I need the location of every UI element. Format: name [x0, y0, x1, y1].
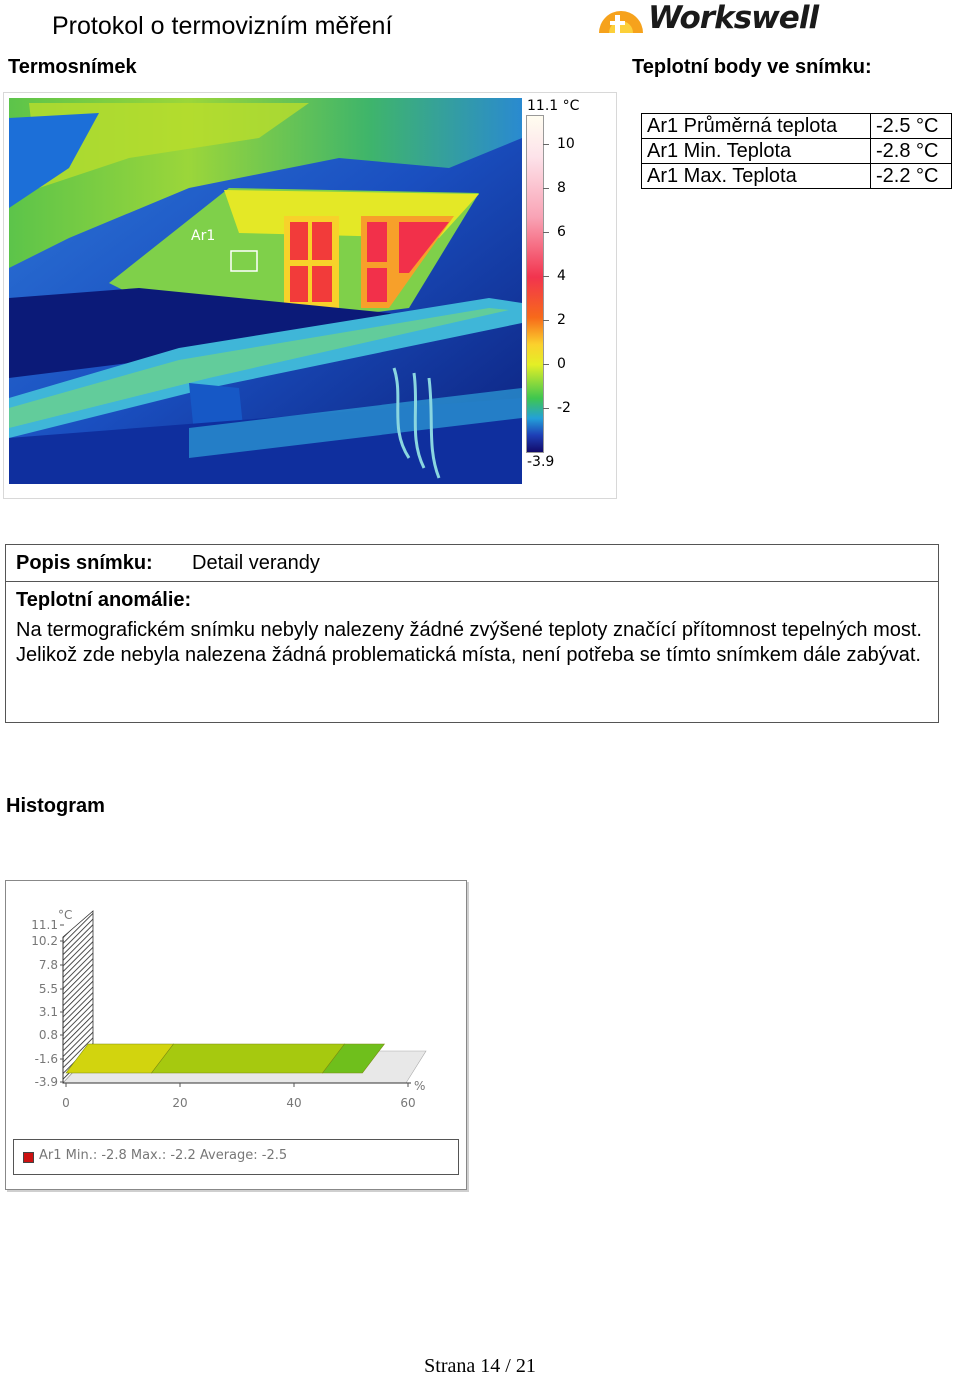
scale-max-label: 11.1 °C	[527, 98, 580, 114]
legend-swatch	[23, 1152, 34, 1163]
point-value: -2.5 °C	[871, 114, 952, 139]
caption-label: Popis snímku:	[16, 552, 153, 574]
scale-tick-label: 0	[557, 356, 566, 372]
table-row	[642, 114, 952, 139]
histogram-chart	[6, 881, 466, 1131]
histogram-heading: Histogram	[6, 795, 105, 817]
points-heading: Teplotní body ve snímku:	[632, 56, 872, 78]
x-tick-label: 60	[400, 1096, 416, 1110]
caption-row	[6, 545, 938, 582]
ar1-label: Ar1	[191, 228, 216, 244]
x-tick-label: 40	[286, 1096, 302, 1110]
point-label: Ar1 Průměrná teplota	[642, 114, 871, 139]
y-tick-label: 7.8	[38, 958, 58, 972]
y-tick-label: -3.9	[34, 1075, 58, 1089]
logo-text: Workswell	[648, 0, 819, 36]
point-value: -2.2 °C	[871, 164, 952, 189]
x-tick-label: 20	[172, 1096, 188, 1110]
point-label: Ar1 Min. Teplota	[642, 139, 871, 164]
scale-tick-label: 6	[557, 224, 566, 240]
temperature-scale-bar	[526, 115, 544, 453]
table-row	[642, 139, 952, 164]
y-tick-label: 3.1	[38, 1005, 58, 1019]
scale-tick-label: 10	[557, 136, 575, 152]
histogram-bar	[152, 1044, 345, 1073]
description-box	[5, 544, 939, 723]
page-number: Strana 14 / 21	[424, 1355, 536, 1377]
thermal-image	[9, 98, 522, 484]
y-tick-label: 10.2	[31, 934, 58, 948]
scale-tick-label: -2	[557, 400, 571, 416]
scale-tick-label: 8	[557, 180, 566, 196]
x-tick-label: 0	[62, 1096, 70, 1110]
point-value: -2.8 °C	[871, 139, 952, 164]
temperature-points-table	[641, 113, 952, 189]
thermogram-heading: Termosnímek	[8, 56, 137, 78]
y-tick-label: 11.1	[31, 918, 58, 932]
y-tick-label: -1.6	[34, 1052, 58, 1066]
y-tick-label: 0.8	[38, 1028, 58, 1042]
anomaly-text: Na termografickém snímku nebyly nalezeny žádné zvýšené teploty značící přítomnost tepelných most. Jelikož zde nebyla nalezena žádná problematická místa, není potřeba se tímto snímkem dále zabývat.	[16, 619, 922, 666]
document-title: Protokol o termovizním měření	[52, 12, 393, 40]
caption-value: Detail verandy	[192, 552, 320, 574]
scale-tick-label: 2	[557, 312, 566, 328]
point-label: Ar1 Max. Teplota	[642, 164, 871, 189]
scale-tick-label: 4	[557, 268, 566, 284]
histogram-legend	[13, 1139, 459, 1175]
sun-logo-icon	[595, 1, 645, 35]
thermogram-panel	[3, 92, 617, 499]
y-tick-label: 5.5	[38, 982, 58, 996]
histogram-chart-panel	[5, 880, 467, 1190]
table-row	[642, 164, 952, 189]
anomaly-label: Teplotní anomálie:	[16, 589, 192, 611]
legend-text: Ar1 Min.: -2.8 Max.: -2.2 Average: -2.5	[39, 1148, 288, 1163]
x-unit-label: %	[414, 1079, 426, 1093]
y-unit-label: °C	[58, 908, 73, 922]
scale-min-label: -3.9	[527, 454, 555, 470]
